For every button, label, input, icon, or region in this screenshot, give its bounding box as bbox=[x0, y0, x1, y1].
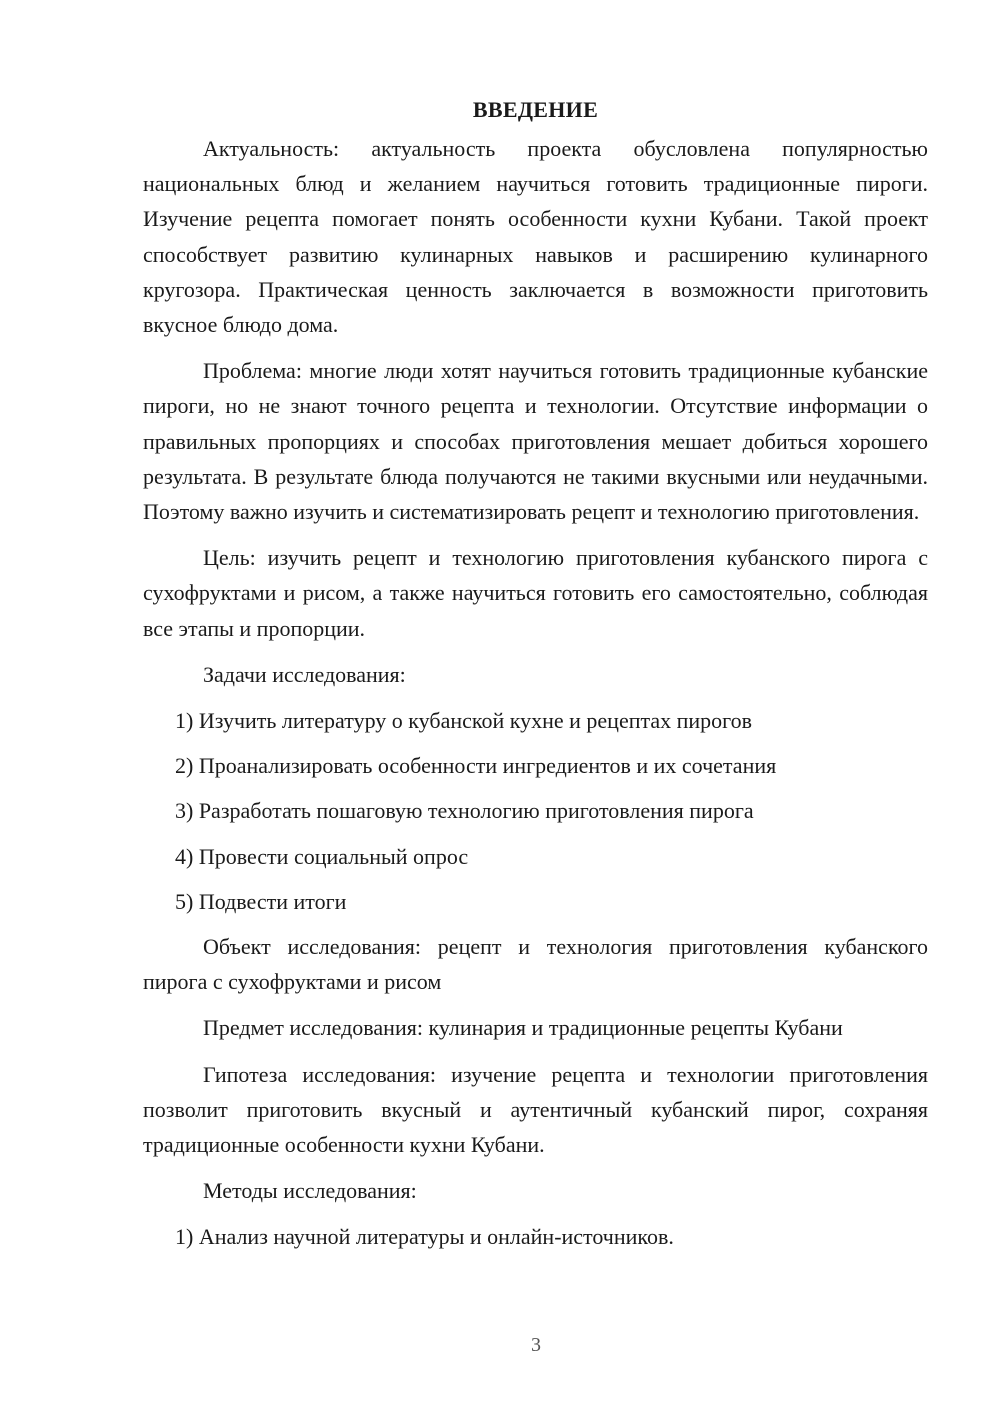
subject-paragraph: Предмет исследования: кулинария и традиционные рецепты Кубани bbox=[203, 1015, 843, 1041]
task-item: 1) Изучить литературу о кубанской кухне и рецептах пирогов bbox=[175, 708, 753, 734]
object-paragraph: Объект исследования: рецепт и технология приготовления кубанского пирога с сухофруктами и рисом bbox=[143, 934, 928, 995]
task-item: 2) Проанализировать особенности ингредиентов и их сочетания bbox=[175, 753, 777, 779]
page-content bbox=[143, 95, 928, 1265]
tasks-list bbox=[143, 703, 928, 919]
methods-list bbox=[143, 1219, 928, 1254]
methods-heading: Методы исследования: bbox=[203, 1178, 417, 1204]
task-item: 4) Провести социальный опрос bbox=[175, 843, 469, 869]
tasks-heading: Задачи исследования: bbox=[203, 661, 406, 687]
hypothesis-paragraph: Гипотеза исследования: изучение рецепта и технологии приготовления позволит приготовить вкусный и аутентичный кубанский пирог, сохраняя традиционные особенности кухни Кубани. bbox=[143, 1061, 928, 1158]
relevance-paragraph: Актуальность: актуальность проекта обусловлена популярностью национальных блюд и желанием научиться готовить традиционные пироги. Изучение рецепта помогает понять особенности кухни Кубани. Такой проект способствует развитию кулинарных навыков и расширению кулинарного кругозора. Практическая ценность заключается в возможности приготовить вкусное блюдо дома. bbox=[143, 136, 928, 338]
task-item: 3) Разработать пошаговую технологию приготовления пирога bbox=[175, 798, 754, 824]
section-title: ВВЕДЕНИЕ bbox=[472, 97, 599, 122]
page-number: 3 bbox=[531, 1334, 541, 1356]
goal-paragraph: Цель: изучить рецепт и технологию приготовления кубанского пирога с сухофруктами и рисом, а также научиться готовить его самостоятельно, соблюдая все этапы и пропорции. bbox=[143, 545, 928, 641]
task-item: 5) Подвести итоги bbox=[175, 888, 347, 914]
problem-paragraph: Проблема: многие люди хотят научиться готовить традиционные кубанские пироги, но не знают точного рецепта и технологии. Отсутствие информации о правильных пропорциях и способах приготовления мешает добиться хорошего результата. В результате блюда получаются не такими вкусными или неудачными. Поэтому важно изучить и систематизировать рецепт и технологию приготовления. bbox=[143, 358, 928, 525]
method-item: 1) Анализ научной литературы и онлайн-источников. bbox=[175, 1224, 674, 1250]
